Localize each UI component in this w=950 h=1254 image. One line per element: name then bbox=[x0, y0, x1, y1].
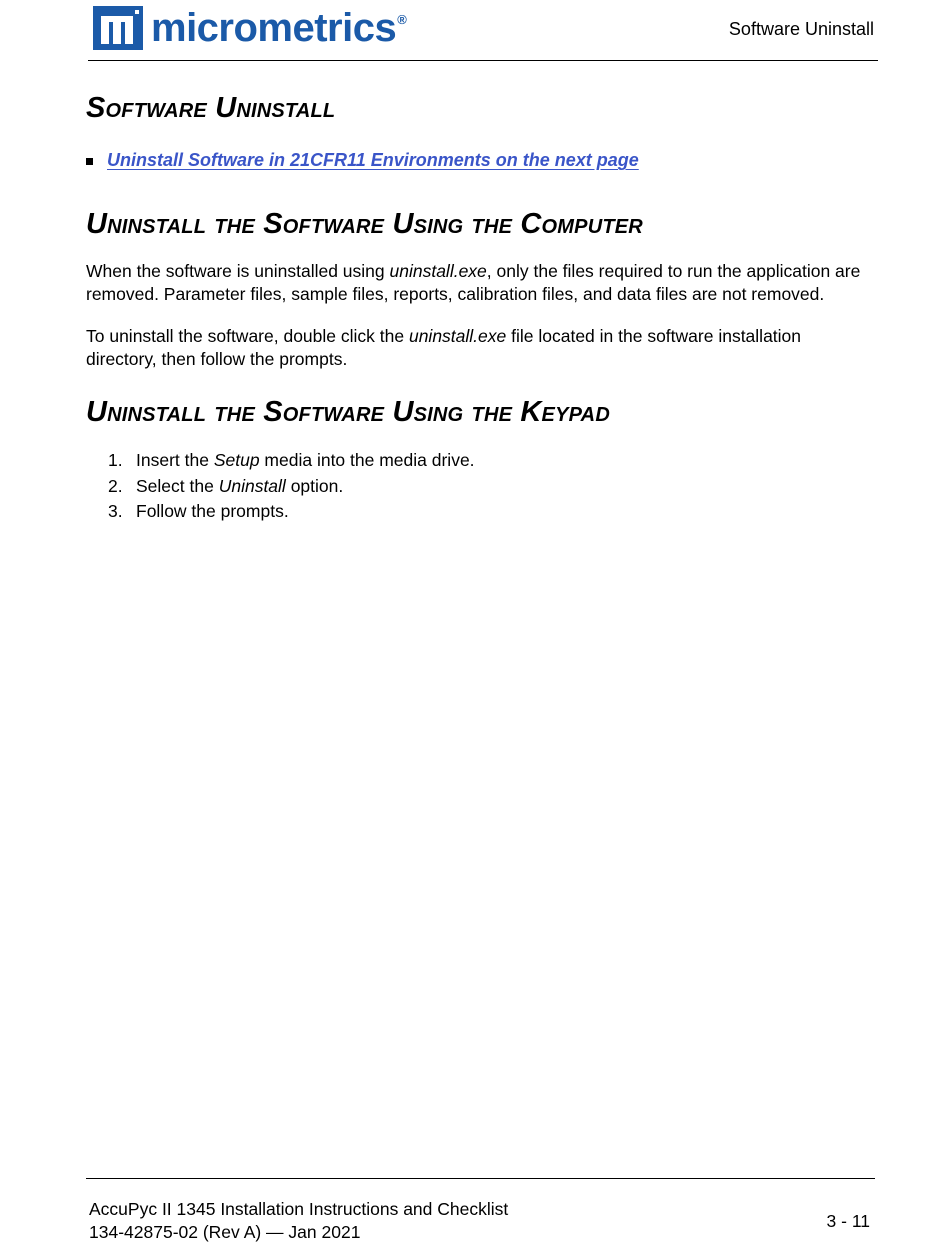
keypad-steps-list bbox=[108, 448, 475, 525]
micromeritics-logo bbox=[93, 6, 406, 50]
step-item: 2. Select the Uninstall option. bbox=[108, 475, 344, 496]
heading-uninstall-computer: Uninstall the Software Using the Computer bbox=[86, 208, 643, 240]
bullet-square-icon bbox=[86, 158, 93, 165]
step-item: 1. Insert the Setup media into the media drive. bbox=[108, 450, 475, 470]
paragraph-double-click: To uninstall the software, double click the uninstall.exe file located in the software installation directory, then follow the prompts. bbox=[86, 326, 802, 369]
page-number: 3 - 11 bbox=[826, 1211, 870, 1231]
logo-mark-icon bbox=[93, 6, 143, 50]
footer-divider bbox=[86, 1178, 875, 1179]
bullet-item bbox=[86, 150, 639, 171]
footer-document-title: AccuPyc II 1345 Installation Instructions and Checklist bbox=[89, 1199, 509, 1219]
link-uninstall-21cfr11[interactable]: Uninstall Software in 21CFR11 Environments on the next page bbox=[107, 150, 639, 170]
heading-software-uninstall: Software Uninstall bbox=[86, 92, 336, 124]
heading-uninstall-keypad: Uninstall the Software Using the Keypad bbox=[86, 396, 610, 428]
logo-wordmark: micrometrics® bbox=[151, 6, 407, 50]
step-item: 3. Follow the prompts. bbox=[108, 501, 289, 521]
paragraph-uninstall-exe: When the software is uninstalled using uninstall.exe, only the files required to run the application are removed. Parameter files, sample files, reports, calibration files, and data files are not removed. bbox=[86, 261, 861, 304]
footer-document-info bbox=[89, 1198, 508, 1244]
footer-document-revision: 134-42875-02 (Rev A) — Jan 2021 bbox=[89, 1222, 361, 1242]
header-section-title: Software Uninstall bbox=[728, 19, 874, 39]
page-header bbox=[88, 0, 878, 61]
